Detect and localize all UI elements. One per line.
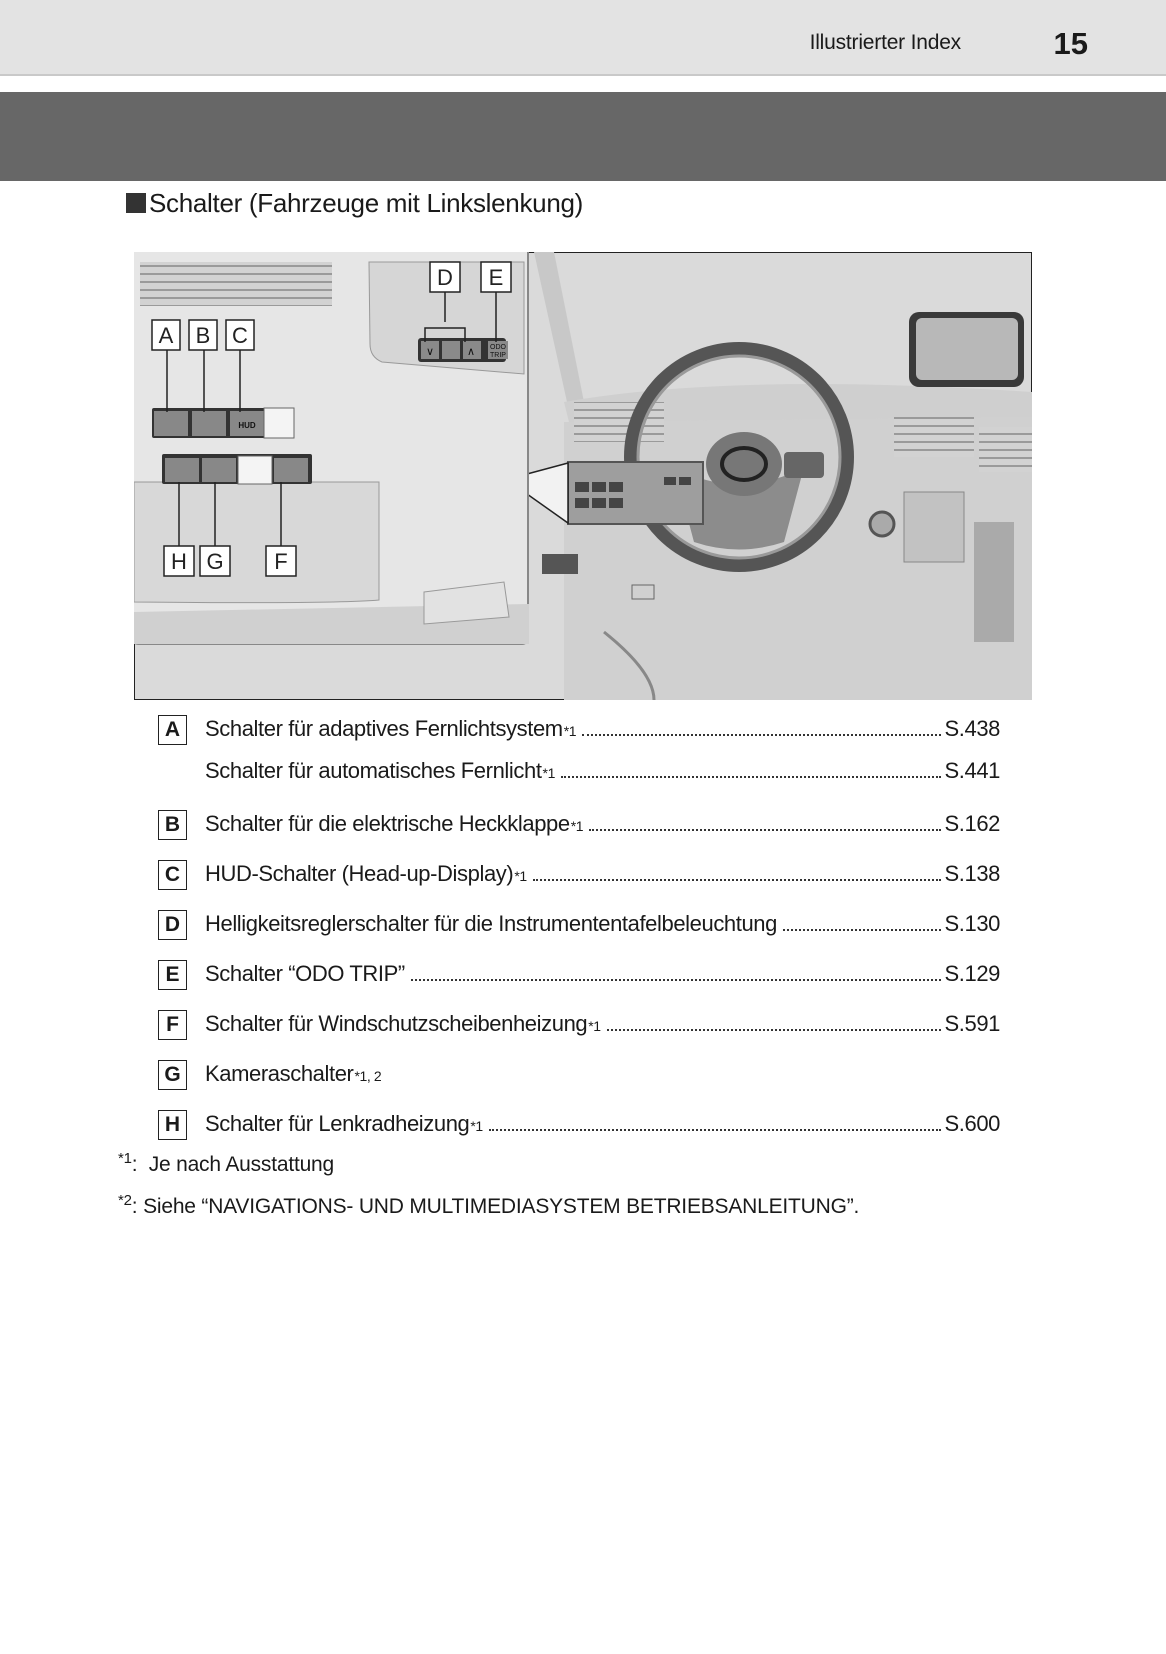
- callout-d: D: [437, 265, 453, 290]
- callout-h: H: [171, 549, 187, 574]
- leader-dots: [533, 879, 941, 881]
- item-footnote-mark: *1: [542, 765, 555, 781]
- footnote-text: Je nach Ausstattung: [148, 1153, 335, 1176]
- page-ref: S.438: [944, 716, 1000, 741]
- item-text: Schalter für adaptives Fernlichtsystem: [205, 716, 563, 741]
- leader-dots: [783, 929, 941, 931]
- odo-label: ODO: [490, 344, 506, 351]
- page-ref: S.600: [944, 1111, 1000, 1136]
- item-letter-badge: A: [158, 715, 187, 745]
- item-letter-badge: D: [158, 910, 187, 940]
- callout-e: E: [488, 265, 504, 290]
- item-text: Kameraschalter: [205, 1061, 354, 1086]
- list-item: [158, 853, 1000, 903]
- callout-g: G: [206, 549, 224, 574]
- item-letter-badge: H: [158, 1110, 187, 1140]
- callout-b: B: [195, 323, 211, 348]
- footnote-mark: *1: [118, 1150, 132, 1167]
- page-ref: S.138: [944, 861, 1000, 886]
- svg-text:∧: ∧: [467, 345, 476, 358]
- item-letter-badge: E: [158, 960, 187, 990]
- item-text: Schalter für Lenkradheizung: [205, 1111, 470, 1136]
- section-title: Schalter (Fahrzeuge mit Linkslenkung): [126, 188, 583, 219]
- item-text: HUD-Schalter (Head-up-Display): [205, 861, 514, 886]
- svg-text:∨: ∨: [426, 345, 435, 358]
- header-section-title: Illustrierter Index: [809, 31, 961, 54]
- square-bullet-icon: [126, 193, 146, 213]
- list-item: [158, 708, 1000, 758]
- header-divider: [0, 74, 1166, 76]
- page-ref: S.162: [944, 811, 1000, 836]
- item-letter-badge: B: [158, 810, 187, 840]
- list-item: [158, 1053, 1000, 1103]
- item-letter-badge: F: [158, 1010, 187, 1040]
- section-band: [0, 92, 1166, 181]
- page-number: 15: [1053, 26, 1088, 61]
- page-header: [0, 0, 1166, 74]
- item-letter-badge: G: [158, 1060, 187, 1090]
- item-text: Helligkeitsreglerschalter für die Instrumententafelbeleuchtung: [205, 911, 777, 936]
- item-text: Schalter für automatisches Fernlicht: [205, 758, 542, 783]
- callout-f: F: [274, 549, 288, 574]
- trip-label: TRIP: [490, 352, 506, 359]
- leader-dots: [589, 829, 940, 831]
- item-footnote-mark: *1, 2: [354, 1068, 382, 1084]
- callout-c: C: [232, 323, 248, 348]
- leader-dots: [561, 776, 941, 778]
- item-letter-badge: C: [158, 860, 187, 890]
- item-footnote-mark: *1: [570, 818, 584, 834]
- switches-illustration: [134, 252, 1032, 700]
- item-footnote-mark: *1: [563, 723, 577, 739]
- footnote-text: Siehe “NAVIGATIONS- UND MULTIMEDIASYSTEM BETRIEBSANLEITUNG”.: [143, 1195, 860, 1218]
- list-item: [158, 1003, 1000, 1053]
- footnote: $^{*1}$: Je nach Ausstattung: [118, 1150, 335, 1176]
- leader-dots: [582, 734, 940, 736]
- page-ref: S.591: [944, 1011, 1000, 1036]
- leader-dots: [489, 1129, 941, 1131]
- footnote-mark: *2: [118, 1192, 132, 1209]
- list-item: [158, 1103, 1000, 1153]
- inset-closeup: [134, 252, 529, 644]
- item-text: Schalter für Windschutzscheibenheizung: [205, 1011, 588, 1036]
- zoom-source-box: [568, 462, 703, 524]
- footnote: $^{*2}$: Siehe “NAVIGATIONS- UND MULTIMEDIASYSTEM BETRIEBSANLEITUNG”.: [118, 1192, 860, 1218]
- list-item: [158, 803, 1000, 853]
- item-footnote-mark: *1: [470, 1118, 483, 1134]
- item-footnote-mark: *1: [514, 868, 527, 884]
- switch-index-list: [158, 708, 1000, 1153]
- page-ref: S.129: [944, 961, 1000, 986]
- item-text: Schalter “ODO TRIP”: [205, 961, 405, 986]
- leader-dots: [607, 1029, 941, 1031]
- callout-a: A: [158, 323, 174, 348]
- leader-dots: [411, 979, 941, 981]
- hud-label: HUD: [238, 421, 256, 430]
- list-item: [158, 758, 1000, 803]
- list-item: [158, 903, 1000, 953]
- page-ref: S.441: [944, 758, 1000, 783]
- item-footnote-mark: *1: [588, 1018, 601, 1034]
- item-text: Schalter für die elektrische Heckklappe: [205, 811, 570, 836]
- page-ref: S.130: [944, 911, 1000, 936]
- list-item: [158, 953, 1000, 1003]
